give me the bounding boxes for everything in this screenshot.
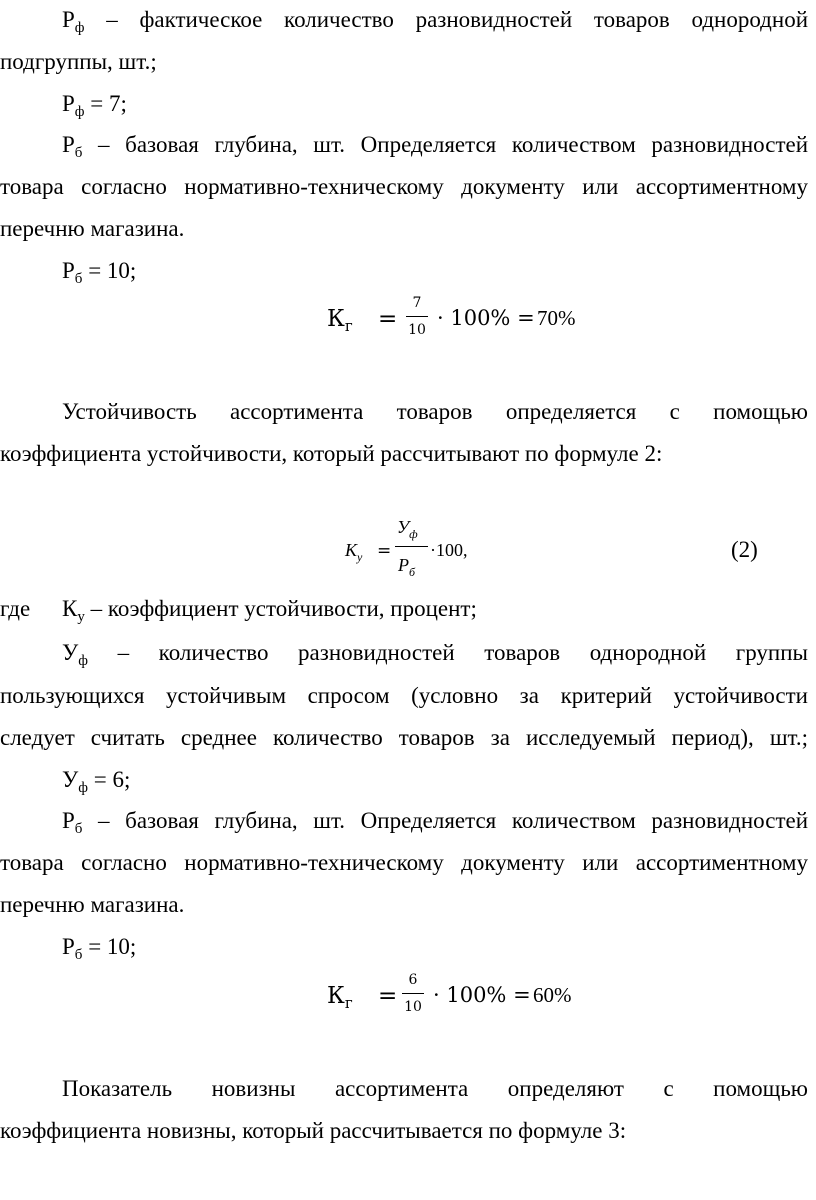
f1-num: 7 — [412, 295, 422, 311]
f3-mid: · 100% = — [433, 983, 531, 1007]
value-p-b-2: $Р_б = 10$; — [62, 934, 137, 963]
paragraph-stable-count — [62, 640, 808, 669]
value-p-f: $Р_ф = 7$; — [62, 91, 127, 120]
p9-line1: – базовая глубина, шт. Определяется количеством разновидностей — [98, 808, 809, 833]
f2-num: $У_ф$ — [397, 517, 418, 541]
f3-den: 10 — [404, 999, 422, 1015]
p5-line1: Устойчивость ассортимента товаров определяется с помощью — [62, 399, 808, 424]
paragraph-base-depth — [62, 132, 809, 161]
f2-fraction-bar — [395, 546, 428, 547]
p11-line2: коэффициента новизны, который рассчитывается по формуле 3: — [0, 1118, 627, 1143]
value-p-b: $Р_б = 10$; — [62, 258, 137, 287]
f3-num: 6 — [408, 972, 418, 988]
f2-tail: ·100, — [430, 540, 468, 560]
symbol-p-b: $Р_б$ — [62, 132, 83, 161]
f1-mid: · 100% = — [437, 306, 535, 330]
p5-line2: коэффициента устойчивости, который рассчитывают по формуле 2: — [0, 441, 663, 466]
f3-lhs: $К_г$ — [327, 983, 353, 1012]
p11-line1: Показатель новизны ассортимента определяют с помощью — [62, 1076, 808, 1101]
p7-line1: – количество разновидностей товаров однородной группы — [117, 640, 808, 665]
paragraph-base-depth-2 — [62, 808, 809, 837]
p9-line2: товара согласно нормативно-техническому документу или ассортиментному — [0, 850, 808, 875]
f1-den: 10 — [408, 322, 426, 338]
formula-number-2: (2) — [731, 537, 758, 562]
symbol-u-f: $У_ф$ — [62, 640, 89, 669]
f2-lhs: $К_у$ — [345, 540, 363, 564]
f2-eq: = — [377, 541, 392, 561]
f1-result: 70% — [537, 306, 576, 330]
p9-line3: перечню магазина. — [0, 892, 185, 917]
f1-fraction-bar — [406, 316, 428, 317]
paragraph-where: где $К_у$ – коэффициент устойчивости, процент; — [0, 596, 477, 625]
symbol-p-b-2: $Р_б$ — [62, 808, 83, 837]
f3-eq: = — [378, 983, 398, 1009]
p1-line1: – фактическое количество разновидностей товаров однородной — [106, 7, 808, 32]
p7-line2: пользующихся устойчивым спросом (условно за критерий устойчивости — [0, 683, 808, 708]
p7-line3: следует считать среднее количество товаров за исследуемый период), шт.; — [0, 725, 808, 750]
f3-fraction-bar — [402, 993, 424, 994]
p1-line2: подгруппы, шт.; — [0, 49, 157, 74]
p3-line2: товара согласно нормативно-техническому документу или ассортиментному — [0, 174, 808, 199]
value-u-f: $У_ф = 6$; — [62, 767, 131, 796]
p3-line3: перечню магазина. — [0, 216, 185, 241]
f1-eq: = — [378, 306, 398, 332]
p3-line1: – базовая глубина, шт. Определяется количеством разновидностей — [98, 132, 809, 157]
f3-result: 60% — [533, 983, 572, 1007]
symbol-p-f: $Р_ф$ — [62, 7, 85, 36]
f1-lhs: $К_г$ — [327, 306, 353, 335]
def-k-y: $К_у$ – коэффициент устойчивости, процент; — [62, 596, 477, 625]
paragraph-actual-count — [62, 7, 808, 36]
f2-den: $Р_б$ — [398, 555, 416, 579]
